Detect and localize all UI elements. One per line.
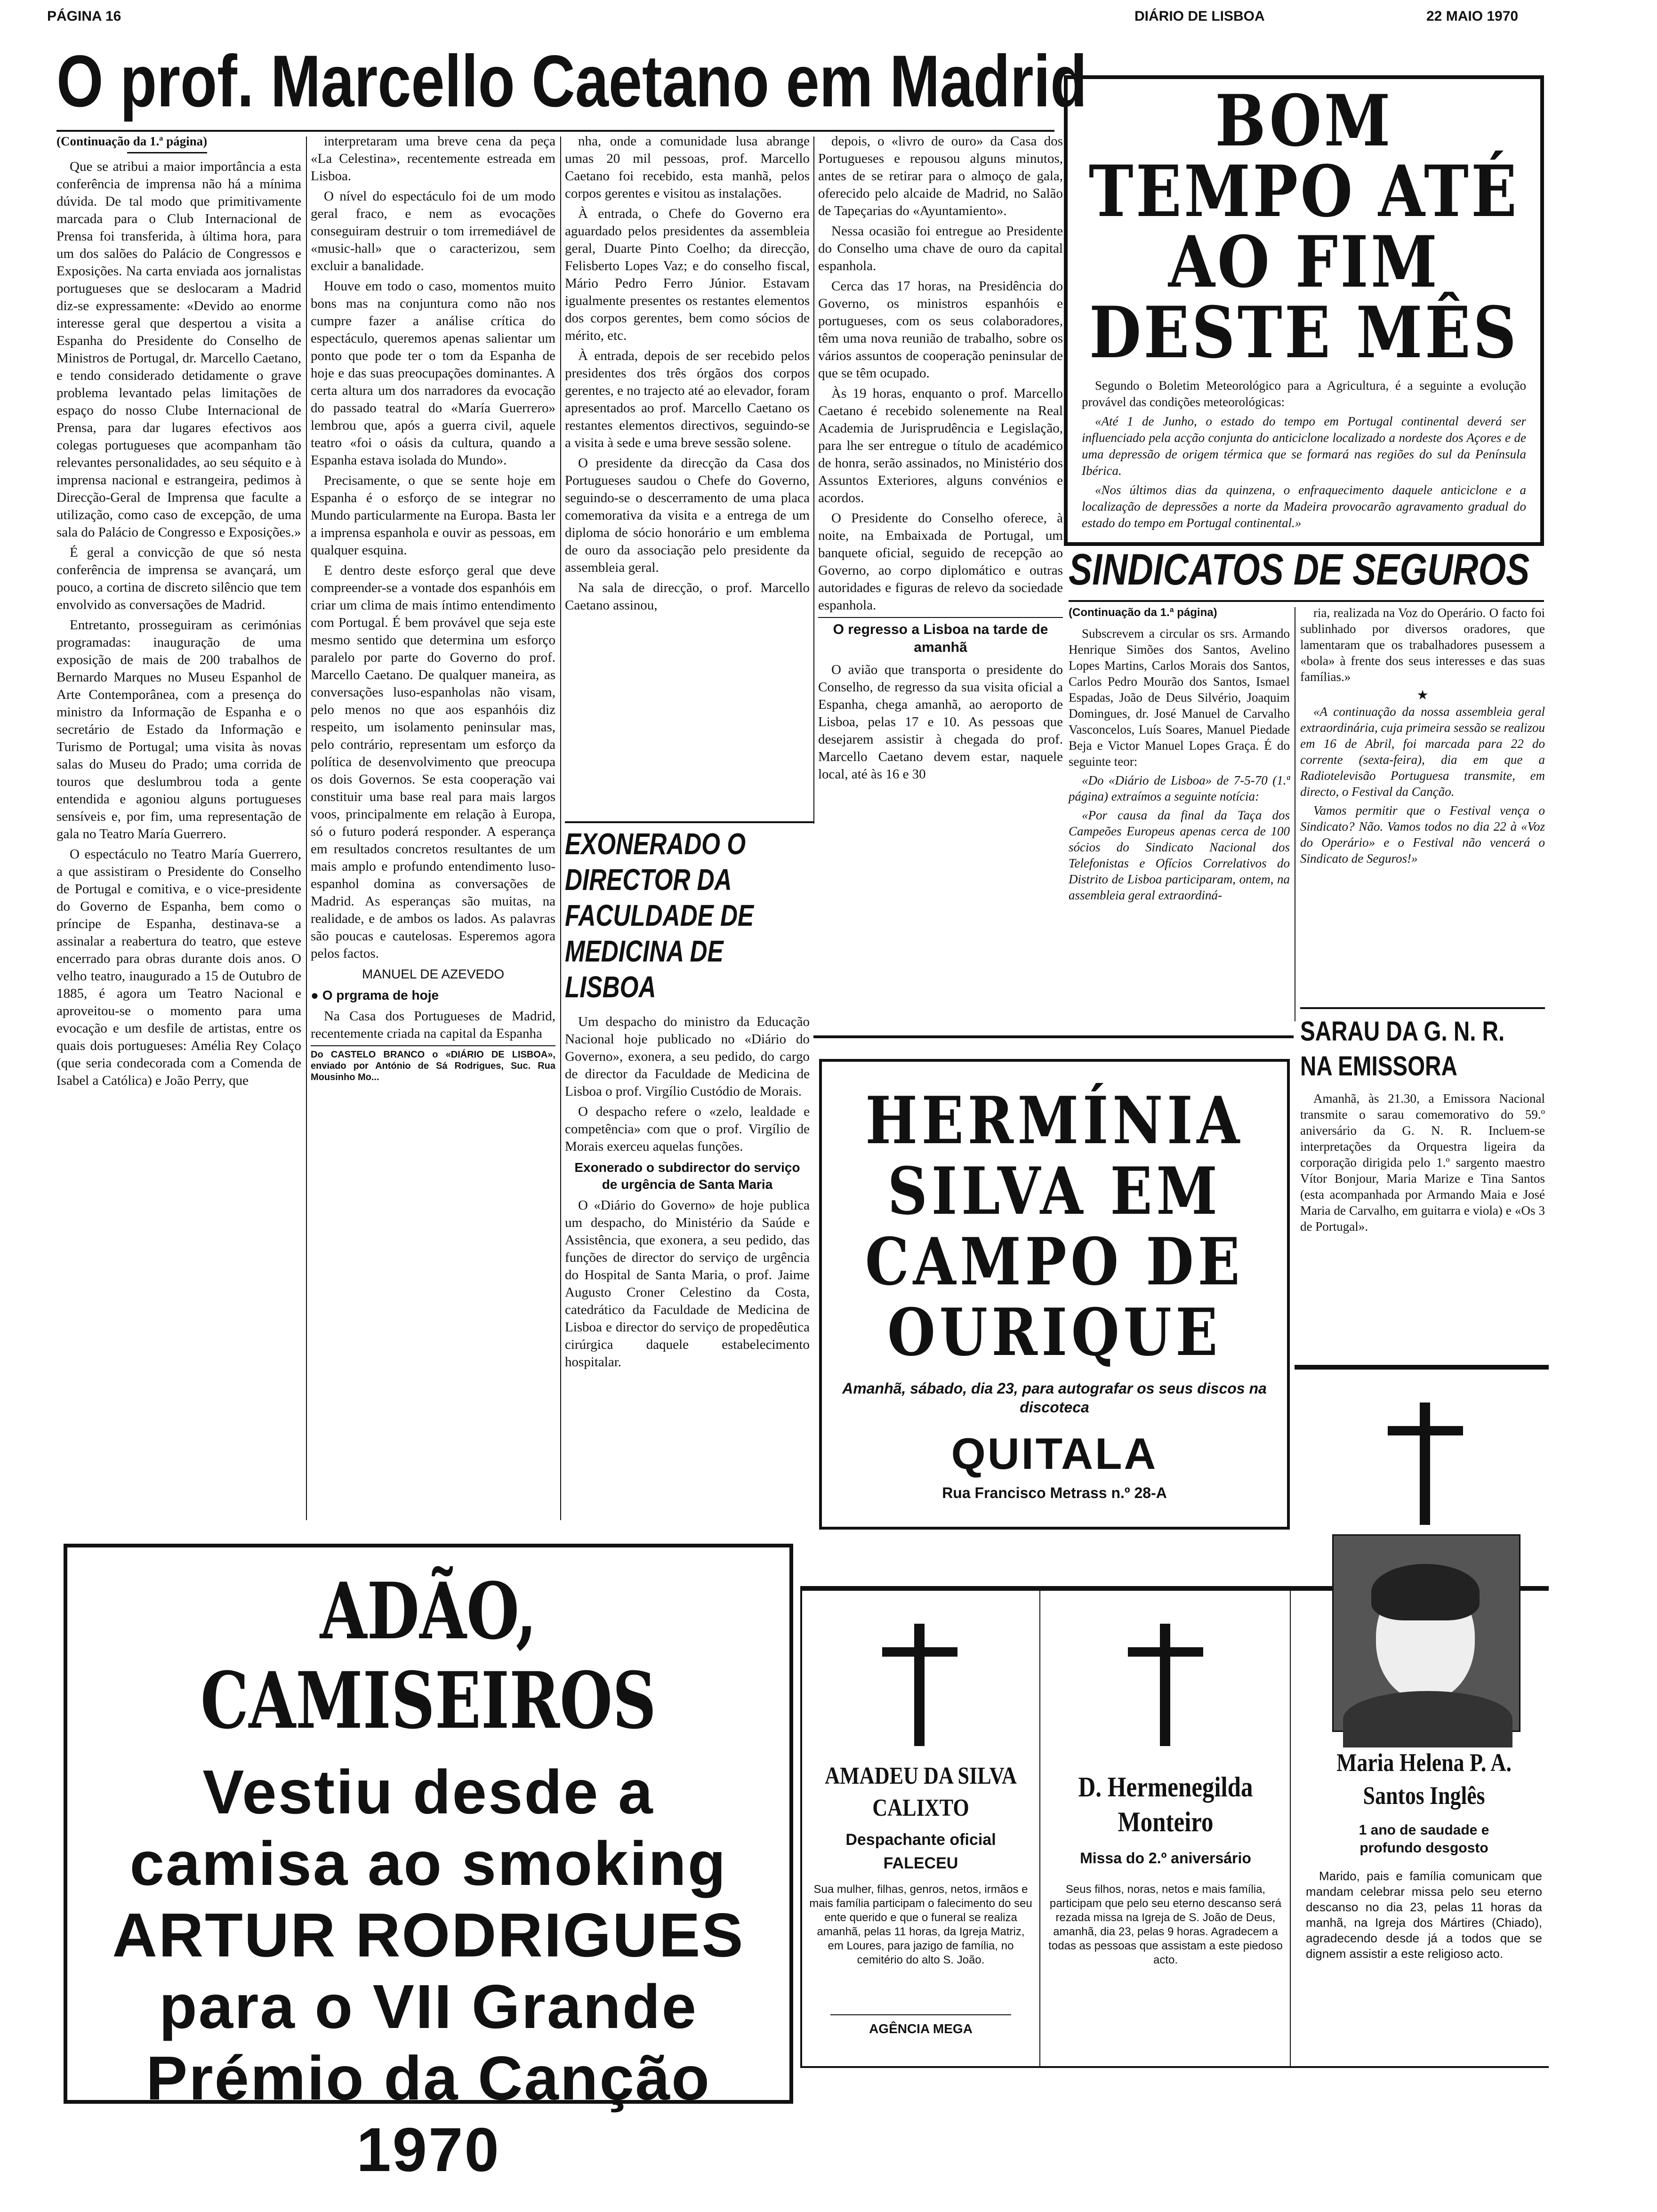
paragraph: É geral a convicção de que só nesta conferência de imprensa se avançará, um pouco, a cortina de discreto silêncio que tem envolvido as conversações de Madrid. [56, 545, 301, 612]
headline-rule [56, 130, 1054, 132]
subheading-programme-text: O prgrama de hoje [322, 988, 439, 1002]
exonerado-headline: EXONERADO O DIRECTOR DA FACULDADE DE MEDICINA DE LISBOA [565, 827, 754, 1004]
adao-title: ADÃO, CAMISEIROS [200, 1565, 657, 1746]
paragraph: Às 19 horas, enquanto o prof. Marcello Caetano é recebido solenemente na Real Academia de Jurisprudência e Legislação, para lhe ser entregue o título de académico de honra, serão assinados, no Ministério dos Assuntos Exteriores, alguns convénios e acordos. [818, 386, 1063, 505]
paragraph: O nível do espectáculo foi de um modo geral fraco, e nem as evocações conseguiram destruir o tom irremediável de «music-hall» que o caracterizou, sem excluir a banalidade. [311, 189, 555, 273]
paragraph: Na sala de direcção, o prof. Marcello Caetano assinou, [565, 580, 810, 613]
paragraph: Cerca das 17 horas, na Presidência do Governo, os ministros espanhóis e portugueses, com os seus colaboradores, têm uma nova reunião de trabalho, sobre os vários assuntos de cooperação peninsular de que se têm ocupado. [818, 279, 1063, 381]
return-rule [818, 617, 1063, 618]
paragraph: Um despacho do ministro da Educação Nacional hoje publicado no «Diário do Governo», exonera, a seu pedido, do cargo de director da Faculdade de Medicina de Lisboa o prof. Virgílio Custódio de Morais. [565, 1014, 810, 1099]
sarau-text: Amanhã, às 21.30, a Emissora Nacional transmite o sarau comemorativo do 59.º aniversário da G. N. R. Incluem-se interpretações da Orquestra ligeira da corporação dirigida pelo 1.º sargento maestro Vítor Bonjour, Maria Marize e Tina Santos (esta acompanhada por Armando Maia e José Maria de Carvalho, em guitarra e viola) e «Os 3 de Portugal». [1300, 1091, 1545, 1234]
adao-ad [64, 1544, 793, 2184]
portrait-photo [1332, 1534, 1520, 1732]
paragraph: «Por causa da final da Taça dos Campeões Europeus apenas cerca de 100 sócios do Sindicato Nacional dos Telefonistas e Ofícios Correlativos do Distrito de Lisboa participaram, ontem, na assembleia geral extraordiná- [1069, 808, 1290, 902]
paragraph: Que se atribui a maior importância a esta conferência de imprensa não há a mínima dúvida. De tal modo que primitivamente marcada para o Club Internacional de Prensa foi transferida, à última hora, para um dos salões do Palácio de Congressos e Exposições. Na carta enviada aos jornalistas portugueses que se deslocaram a Madrid diz-se expressamente: «Devido ao enorme interesse geral que despertou a visita a Espanha do Presidente do Conselho de Ministros de Portugal, dr. Marcello Caetano, e tendo considerado detidamente o grave problema levantado pelas limitações de espaço do nosso Clube Internacional de Prensa, para dar lugares efectivos aos colegas portugueses que acompanham tão relevantes personalidades, ao seu séquito e à imprensa nacional e estrangeira, pedimos à Direcção-Geral de Imprensa que faculte a utilização, como caso de excepção, de uma sala do Palácio de Congresso e Exposições.» [56, 159, 301, 540]
paragraph: O espectáculo no Teatro María Guerrero, a que assistiram o Presidente do Conselho de Portugal e comitiva, e o vice-presidente do Governo de Espanha, bem como o príncipe de Espanha, destinava-se a assinalar a reabertura do teatro, que esteve encerrado para obras durante dois anos. O velho teatro, inaugurado a 15 de Outubro de 1885, é agora um Teatro Nacional e aproveitou-se o momento para uma evocação e um desfile de artistas, entre os quais dois portugueses: Amélia Rey Colaço (que seria condecorada com a Comenda de Isabel a Católica) e João Perry, que [56, 847, 301, 1088]
cross-icon [914, 1624, 925, 1746]
herminia-address: Rua Francisco Metrass n.º 28-A [942, 1484, 1167, 1501]
column-divider [306, 136, 307, 1520]
sarau-section [1300, 1014, 1545, 1362]
paragraph: Nessa ocasião foi entregue ao Presidente do Conselho uma chave de ouro da capital espanhola. [818, 224, 1063, 273]
cross-icon-bar [1388, 1426, 1463, 1435]
sindicatos-col-a [1069, 605, 1290, 1057]
paragraph: O presidente da direcção da Casa dos Portugueses saudou o Chefe do Governo, seguindo-se o descerramento de uma placa comemorativa da visita e a entrega de um diploma de sócio honorário e um emblema de ouro da associação pelo presidente da assembleia geral. [565, 456, 810, 575]
paragraph: Vamos permitir que o Festival vença o Sindicato? Não. Vamos todos no dia 22 à «Voz do Operário» e o Festival não vencerá o Sindicato de Seguros!» [1300, 803, 1545, 866]
paragraph: «Do «Diário de Lisboa» de 7-5-70 (1.ª página) extraímos a seguinte notícia: [1069, 773, 1290, 803]
main-story-col1 [56, 133, 301, 1526]
paragraph: Subscrevem a circular os srs. Armando Henrique Simões dos Santos, Avelino Lopes Martins, Carlos Morais dos Santos, Carlos Pedro Mourão dos Santos, Ismael Espadas, João de Deus Silvério, Joaquim Domingues, dr. José Manuel de Carvalho Vasconcelos, Luís Soares, Manuel Piedade Beja e Victor Manuel Lopes Graça. É do seguinte teor: [1069, 626, 1290, 769]
paragraph: nha, onde a comunidade lusa abrange umas 20 mil pessoas, prof. Marcello Caetano foi recebido, esta manhã, pelos corpos gerentes e visitou as instalações. [565, 134, 810, 201]
portrait-hair [1371, 1564, 1480, 1620]
obit3-name: Maria Helena P. A. Santos Inglês [1336, 1748, 1512, 1810]
paragraph: Na Casa dos Portugueses de Madrid, recentemente criada na capital da Espanha [311, 1009, 555, 1041]
herminia-title: HERMÍNIA SILVA EM CAMPO DE OURIQUE [865, 1082, 1244, 1370]
paragraph: O Presidente do Conselho oferece, à noite, na Embaixada de Portugal, um banquete oficial, seguido de recepção ao Governo, ao corpo diplomático e outras autoridades e figuras de relevo da sociedade espanhola. [818, 511, 1063, 613]
obit1-role: Despachante oficial [845, 1831, 996, 1849]
sindicatos-headline: SINDICATOS DE SEGUROS [1069, 545, 1530, 594]
sindicatos-rule [1069, 600, 1544, 602]
herminia-top-rule [813, 1035, 1294, 1038]
continuation-note: (Continuação da 1.ª página) [56, 134, 208, 148]
sindicatos-col-b [1300, 605, 1545, 1000]
small-note: Do CASTELO BRANCO o «DIÁRIO DE LISBOA», enviado por António de Sá Rodrigues, Suc. Rua Mousinho Mo... [311, 1050, 555, 1082]
sarau-bottom-rule [1295, 1365, 1549, 1370]
obit1-text: Sua mulher, filhas, genros, netos, irmãos e mais família participam o falecimento do seu ente querido e que o funeral se realiza amanhã, pelas 11 horas, da Igreja Matriz, em Loures, para jazigo de família, no cemitério do alto S. João. [809, 1883, 1032, 1966]
paragraph: Precisamente, o que se sente hoje em Espanha é o esforço de se integrar no Mundo particularmente na Europa. Basta ler a imprensa espanhola e ouvir as pessoas, em qualquer esquina. [311, 473, 555, 558]
herminia-ad [819, 1059, 1290, 1530]
exonerado-section [565, 826, 810, 1527]
weather-headline: BOM TEMPO ATÉ AO FIM DESTE MÊS [1088, 80, 1520, 374]
herminia-shop: QUITALA [951, 1429, 1158, 1478]
sindicatos-continuation: (Continuação da 1.ª página) [1069, 606, 1217, 619]
main-story-col4 [818, 133, 1063, 1074]
weather-quote-2: «Nos últimos dias da quinzena, o enfraquecimento daquele anticiclone e a localização de depressões a norte da Madeira provocarão agravamento gradual do estado do tempo em Portugal continental.» [1082, 483, 1526, 530]
obituary-3 [1299, 1374, 1549, 2066]
paragraph: Entretanto, prosseguiram as cerimónias programadas: inauguração de uma exposição de mais de 200 trabalhos de Bernardo Marques no Museu Espanhol de Arte Contemporânea, com a presença do ministro da Informação de Espanha e o secretário de Estado da Informação e Turismo de Portugal; uma visita às novas salas do Museu do Prado; uma corrida de touros que deslumbrou toda a gente entendida e agoniou alguns portugueses sensíveis e, por fim, uma representação de gala no Teatro María Guerrero. [56, 617, 301, 842]
page-bottom-rule [800, 2066, 1549, 2068]
weather-quote-1: «Até 1 de Junho, o estado do tempo em Portugal continental deverá ser influenciado pela acção conjunta do anticiclone localizado a nordeste dos Açores e de uma depressão de origem térmica que se formará nas regiões do sul da Península Ibérica. [1082, 414, 1526, 478]
obit3-text: Marido, pais e família comunicam que mandam celebrar missa pelo seu eterno descanso no dia 23, pelas 11 horas da manhã, na Igreja dos Mártires (Chiado), agradecendo desde já a todos que se dignem assistir a este religioso acto. [1306, 1869, 1542, 1961]
agency-rule [830, 2014, 1011, 2015]
paragraph: E dentro deste esforço geral que deve compreender-se a vontade dos espanhóis em criar um clima de mais íntimo entendimento com Portugal. É bem provável que seja este mesmo sentido que determina um esforço paralelo por parte do Governo do prof. Marcello Caetano. De qualquer maneira, as conversações luso-espanholas não visam, pelo menos no que aos espanhóis diz respeito, um isolamento peninsular mas, pelo contrário, representam um esforço da política de desenvolvimento que preocupa os dois Governos. Se esta cooperação vai constituir uma base real para mais largos voos, principalmente em relação à Europa, só o futuro poderá responder. A esperança em resultados concretos resultantes de um mais amplo e profundo entendimento luso-espanhol domina as conversações de Madrid. As esperanças são muitas, na realidade, e de ambos os lados. As palavras são poucas e cautelosas. Esperemos agora pelos factos. [311, 563, 555, 961]
paragraph: «A continuação da nossa assembleia geral extraordinária, cuja primeira sessão se realizou em 16 de Abril, foi marcada para 22 do corrente (sexta-feira), dia em que a Radiotelevisão Portuguesa transmite, em directo, o Festival da Canção. [1300, 705, 1545, 799]
adao-text: Vestiu desde a camisa ao smoking ARTUR RODRIGUES para o VII Grande Prémio da Canção 1970 [112, 1757, 745, 2184]
paragraph: À entrada, o Chefe do Governo era aguardado pelos presidentes da assembleia geral, Duarte Pinto Coelho; da direcção, Felisberto Lopes Vaz; e do conselho fiscal, Mário Pedro Ferro Júnior. Estavam igualmente presentes os restantes elementos dos corpos gerentes, bem como sócios de mérito, etc. [565, 206, 810, 343]
herminia-text: Amanhã, sábado, dia 23, para autografar os seus discos na discoteca [842, 1380, 1267, 1416]
subheading-programme: ● O prgrama de hoje [311, 988, 439, 1002]
obit3-subtitle: 1 ano de saudade e profundo desgosto [1359, 1822, 1489, 1856]
obit2-name: D. Hermenegilda Monteiro [1078, 1771, 1253, 1837]
paragraph: O «Diário do Governo» de hoje publica um despacho, do Ministério da Saúde e Assistência, que exonera, a seu pedido, das funções de director do serviço de urgência do Hospital de Santa Maria, o prof. Jaime Augusto Croner Celestino da Costa, catedrático da Faculdade de Medicina de Lisboa e director do serviço de propedêutica cirúrgica daquele estabelecimento hospitalar. [565, 1198, 810, 1370]
paper-name: DIÁRIO DE LISBOA [1134, 8, 1265, 24]
paragraph: O despacho refere o «zelo, lealdade e competência» com que o prof. Virgílio de Morais exerceu aquelas funções. [565, 1104, 810, 1154]
cross-icon [1420, 1403, 1430, 1525]
small-note-rule [311, 1045, 555, 1046]
star-separator: ★ [1416, 688, 1429, 703]
sarau-rule [1300, 1007, 1545, 1009]
paragraph: Houve em todo o caso, momentos muito bons mas na conjuntura como não nos cumpre fazer a análise crítica do espectáculo, queremos apenas salientar um ponto que pode ter o tom da Espanha de hoje e das suas preocupações dominantes. A certa altura um dos narradores da evocação do passado teatral do «María Guerrero» lembrou que, após a guerra civil, aquele teatro «foi o oásis da cultura, quando a Espanha estava isolada do Mundo». [311, 279, 555, 468]
page-label: PÁGINA 16 [47, 8, 121, 24]
obituary-1 [800, 1591, 1040, 2066]
column-divider [560, 136, 561, 1520]
cross-icon [1160, 1624, 1170, 1746]
weather-box [1064, 75, 1544, 546]
obit1-name: AMADEU DA SILVA CALIXTO [825, 1763, 1017, 1821]
main-headline: O prof. Marcello Caetano em Madrid [56, 40, 1087, 122]
portrait-shoulders [1343, 1691, 1512, 1747]
obit1-status: FALECEU [883, 1854, 958, 1872]
obituary-2 [1041, 1591, 1291, 2066]
paragraph: ria, realizada na Voz do Operário. O facto foi sublinhado por diversos oradores, que lamentaram que os trabalhadores pusessem a «bola» à frente dos seus interesses e das suas famílias.» [1300, 606, 1545, 684]
paragraph: O avião que transporta o presidente do Conselho, de regresso da sua visita oficial a Espanha, chega amanhã, ao aeroporto de Lisboa, pelas 17 e 10. As pessoas que desejarem assistir à chegada do prof. Marcello Caetano devem estar, naquele local, até às 16 e 30 [818, 662, 1063, 782]
weather-intro: Segundo o Boletim Meteorológico para a Agricultura, é a seguinte a evolução provável das condições meteorológicas: [1082, 378, 1526, 409]
exonerado-subheading: Exonerado o subdirector do serviço de urgência de Santa Maria [574, 1160, 800, 1192]
paragraph: depois, o «livro de ouro» da Casa dos Portugueses e repousou alguns minutos, antes de se retirar para o almoço de gala, oferecido pelo alcaide de Madrid, no Salão de Tapeçarias do «Ayuntamiento». [818, 134, 1063, 218]
cross-icon-bar [882, 1647, 957, 1657]
paragraph: À entrada, depois de ser recebido pelos presidentes dos três órgãos dos corpos gerentes, e no trajecto até ao elevador, foram apresentados ao prof. Marcello Caetano os restantes elementos directivos, seguindo-se a visita à sede e uma breve sessão solene. [565, 348, 810, 450]
subheading-return: O regresso a Lisboa na tarde de amanhã [833, 622, 1048, 655]
sarau-headline: SARAU DA G. N. R. NA EMISSORA [1300, 1016, 1505, 1082]
paragraph: interpretaram uma breve cena da peça «La Celestina», recentemente estreada em Lisboa. [311, 134, 555, 184]
obit2-subtitle: Missa do 2.º aniversário [1080, 1850, 1251, 1867]
obit2-text: Seus filhos, noras, netos e mais família, participam que pelo seu eterno descanso será rezada missa na Igreja de S. João de Deus, amanhã, dia 23, pelas 9 horas. Agradecem a todas as pessoas que assistam a este piedoso acto. [1048, 1883, 1283, 1966]
column-divider [813, 136, 814, 824]
obit1-agency: AGÊNCIA MEGA [869, 2021, 973, 2036]
page-date: 22 MAIO 1970 [1426, 8, 1519, 24]
byline: MANUEL DE AZEVEDO [362, 967, 505, 981]
main-story-col2 [311, 133, 555, 1526]
cross-icon-bar [1128, 1647, 1203, 1657]
main-story-col3 [565, 133, 810, 820]
continuation-rule [127, 152, 207, 153]
exonerado-top-rule [565, 821, 814, 823]
